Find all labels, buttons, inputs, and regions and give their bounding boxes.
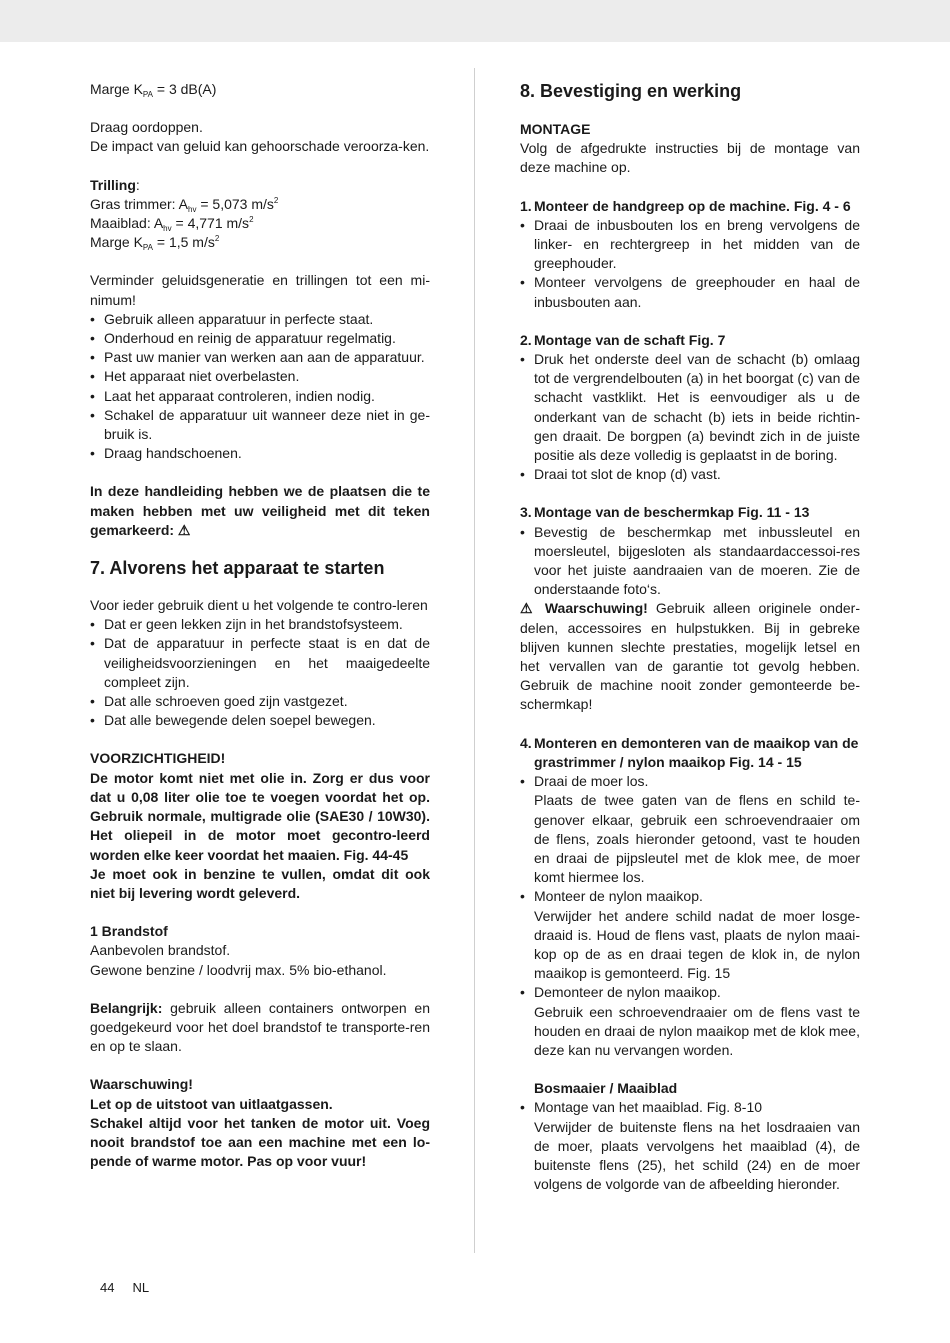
list-item: • Druk het onderste deel van de schacht (b) omlaag tot de vergrendelbouten (a) in het boorgat (c) van de schacht vastklikt. Het is eenvoudiger als u de onderkant van de schacht (b) iets in beide richtin-gen draait. De borgpen (a) bevindt zich in de juiste positie als deze volledig is geplaatst in de boring. — [520, 350, 860, 465]
list-item: • Gebruik alleen apparatuur in perfecte staat. — [90, 310, 430, 329]
reduce-intro: Verminder geluidsgeneratie en trillingen tot een mi-nimum! — [90, 272, 430, 308]
step-4-item-head: • Demonteer de nylon maaikop. — [534, 984, 721, 1001]
list-item: • Dat alle bewegende delen soepel bewegen. — [90, 711, 430, 730]
step-3-heading: 3. Montage van de beschermkap Fig. 11 - 13 — [520, 504, 810, 521]
blade-title: Bosmaaier / Maaiblad — [534, 1080, 678, 1097]
list-item: • Dat er geen lekken zijn in het brandstofsysteem. — [90, 615, 430, 634]
right-column — [520, 80, 860, 1194]
list-item — [520, 983, 860, 1060]
list-item: • Past uw manier van werken aan aan de apparatuur. — [90, 348, 430, 367]
list-item: • Het apparaat niet overbelasten. — [90, 367, 430, 386]
warning-line-2: Schakel altijd voor het tanken de motor uit. Voeg nooit brandstof toe aan een machine met een lo-pende of warme motor. Pas op voor vuur! — [90, 1114, 430, 1170]
step-4-item-body: Gebruik een schroevendraaier om de flens vast te houden en draai de nylon maaikop met de klok mee, deze kan nu vervangen worden. — [534, 1003, 860, 1058]
language-code: NL — [132, 1280, 150, 1295]
list-item: • Dat alle schroeven goed zijn vastgezet. — [90, 692, 430, 711]
check-intro: Voor ieder gebruik dient u het volgende te contro-leren — [90, 597, 428, 614]
list-item: • Draai de inbusbouten los en breng vervolgens de linker- en rechtergreep in het midden van de greephouder. — [520, 216, 860, 274]
blade-list — [520, 1098, 860, 1194]
caution-text-2: Je moet ook in benzine te vullen, omdat dit ook niet bij levering wordt geleverd. — [90, 865, 430, 901]
list-item: • Draag handschoenen. — [90, 444, 430, 463]
list-item: • Onderhoud en reinig de apparatuur regelmatig. — [90, 329, 430, 348]
page-number: 44 — [100, 1280, 115, 1295]
top-band — [0, 0, 950, 42]
step-3-list — [520, 523, 860, 600]
list-item: • Dat de apparatuur in perfecte staat is en dat de veiligheidsvoorzieningen en het maaigedeelte compleet zijn. — [90, 634, 430, 692]
safety-note: In deze handleiding hebben we de plaatsen die te maken hebben met uw veiligheid met dit teken gemarkeerd: ⚠ — [90, 483, 430, 538]
caution-title: VOORZICHTIGHEID! — [90, 750, 226, 767]
step-4-item-head: • Monteer de nylon maaikop. — [534, 888, 703, 905]
step-4-item-body: Plaats de twee gaten van de flens en schild te-genover elkaar, gebruik een schroevendraaier om de flens, zoals hieronder getoond, vast te houden en draai de pijpsleutel met de klok mee, de moer komt hiermee los. — [534, 792, 860, 886]
section-7-title: 7. Alvorens het apparaat te starten — [90, 558, 385, 579]
montage-title: MONTAGE — [520, 121, 591, 137]
list-item — [520, 887, 860, 983]
vibration-gras: Gras trimmer: $A_{hv} = 5,073$ $m/s^2$ — [90, 195, 279, 214]
fuel-line-2: Gewone benzine / loodvrij max. 5% bio-ethanol. — [90, 961, 387, 978]
vibration-heading: Trilling: — [90, 176, 140, 193]
column-divider — [474, 68, 475, 1253]
step-2-heading: 2. Montage van de schaft Fig. 7 — [520, 331, 726, 348]
step-4-item-body: Verwijder het andere schild nadat de moer losge-draaid is. Houd de flens vast, plaats de nylon maai-kop op de as en draai tegen de klok in, de nylon maaikop is gemonteerd. Fig. 15 — [534, 907, 860, 982]
caution-text: De motor komt niet met olie in. Zorg er dus voor dat u 0,08 liter olie toe te voegen voordat het op. Gebruik normale, multigrade olie (SAE30 / 10W30). Het oliepeil in de motor moet gecontro-leerd worden elke keer voordat het maaien. Fig. 44-45 — [90, 769, 430, 863]
page-footer — [100, 1278, 149, 1297]
vibration-blade: Maaiblad: $A_{hv} = 4,771$ $m/s^2$ — [90, 215, 254, 234]
list-item — [520, 1098, 860, 1194]
step-3-warning: ⚠ Waarschuwing! Gebruik alleen originele onder-delen, accessoires en hulpstukken. Bij in gebreke blijven kunnen slechte prestaties, mogelijk letsel en het vervallen van de garantie tot gevolg hebben. Gebruik de machine nooit zonder gemonteerde be-schermkap! — [520, 600, 860, 713]
warning-line-1: Let op de uitstoot van uitlaatgassen. — [90, 1095, 333, 1112]
blade-item-body: Verwijder de buitenste flens na het losdraaien van de moer, plaats vervolgens het maaiblad (4), de buitenste flens (25), het schild (24) en de moer volgens de volgorde van de afbeelding hieronder. — [534, 1118, 860, 1193]
vibration-margin: Marge $K_{PA} = 1,5$ $m/s^2$ — [90, 234, 220, 253]
montage-intro: Volg de afgedrukte instructies bij de montage van deze machine op. — [520, 140, 860, 176]
noise-impact: De impact van geluid kan gehoorschade veroorza-ken. — [90, 138, 430, 155]
section-8-title: 8. Bevestiging en werking — [520, 81, 742, 101]
important-note: Belangrijk: gebruik alleen containers ontworpen en goedgekeurd voor het doel brandstof te transporte-ren en op te slaan. — [90, 999, 430, 1055]
step-1-heading: 1. Monteer de handgreep op de machine. Fig. 4 - 6 — [520, 197, 851, 214]
list-item: • Monteer vervolgens de greephouder en haal de inbusbouten aan. — [520, 273, 860, 311]
list-item: • Bevestig de beschermkap met inbussleutel en moersleutel, bijgesloten als standaardaccessoi-res voor het juiste aandraaien van de moeren. Zie de onderstaande foto‘s. — [520, 523, 860, 600]
fuel-line-1: Aanbevolen brandstof. — [90, 942, 231, 959]
blade-item-head: • Montage van het maaiblad. Fig. 8-10 — [534, 1099, 763, 1116]
check-list — [90, 615, 430, 730]
step-4-heading: 4. Monteren en demonteren van de maaikop van de grastrimmer / nylon maaikop Fig. 14 - 15 — [520, 734, 859, 770]
step-2-list — [520, 350, 860, 484]
noise-margin: Marge $K_{PA} = 3$ dB(A) — [90, 81, 217, 99]
left-column — [90, 80, 430, 1171]
fuel-title: 1 Brandstof — [90, 923, 168, 940]
reduce-list — [90, 310, 430, 464]
list-item — [520, 772, 860, 887]
step-4-item-head: • Draai de moer los. — [534, 773, 649, 790]
list-item: • Schakel de apparatuur uit wanneer deze niet in ge-bruik is. — [90, 406, 430, 444]
step-1-list — [520, 216, 860, 312]
warning-title: Waarschuwing! — [90, 1076, 193, 1093]
list-item: • Draai tot slot de knop (d) vast. — [520, 465, 860, 484]
list-item: • Laat het apparaat controleren, indien nodig. — [90, 387, 430, 406]
ear-protection: Draag oordoppen. — [90, 119, 203, 136]
step-4-list — [520, 772, 860, 1060]
